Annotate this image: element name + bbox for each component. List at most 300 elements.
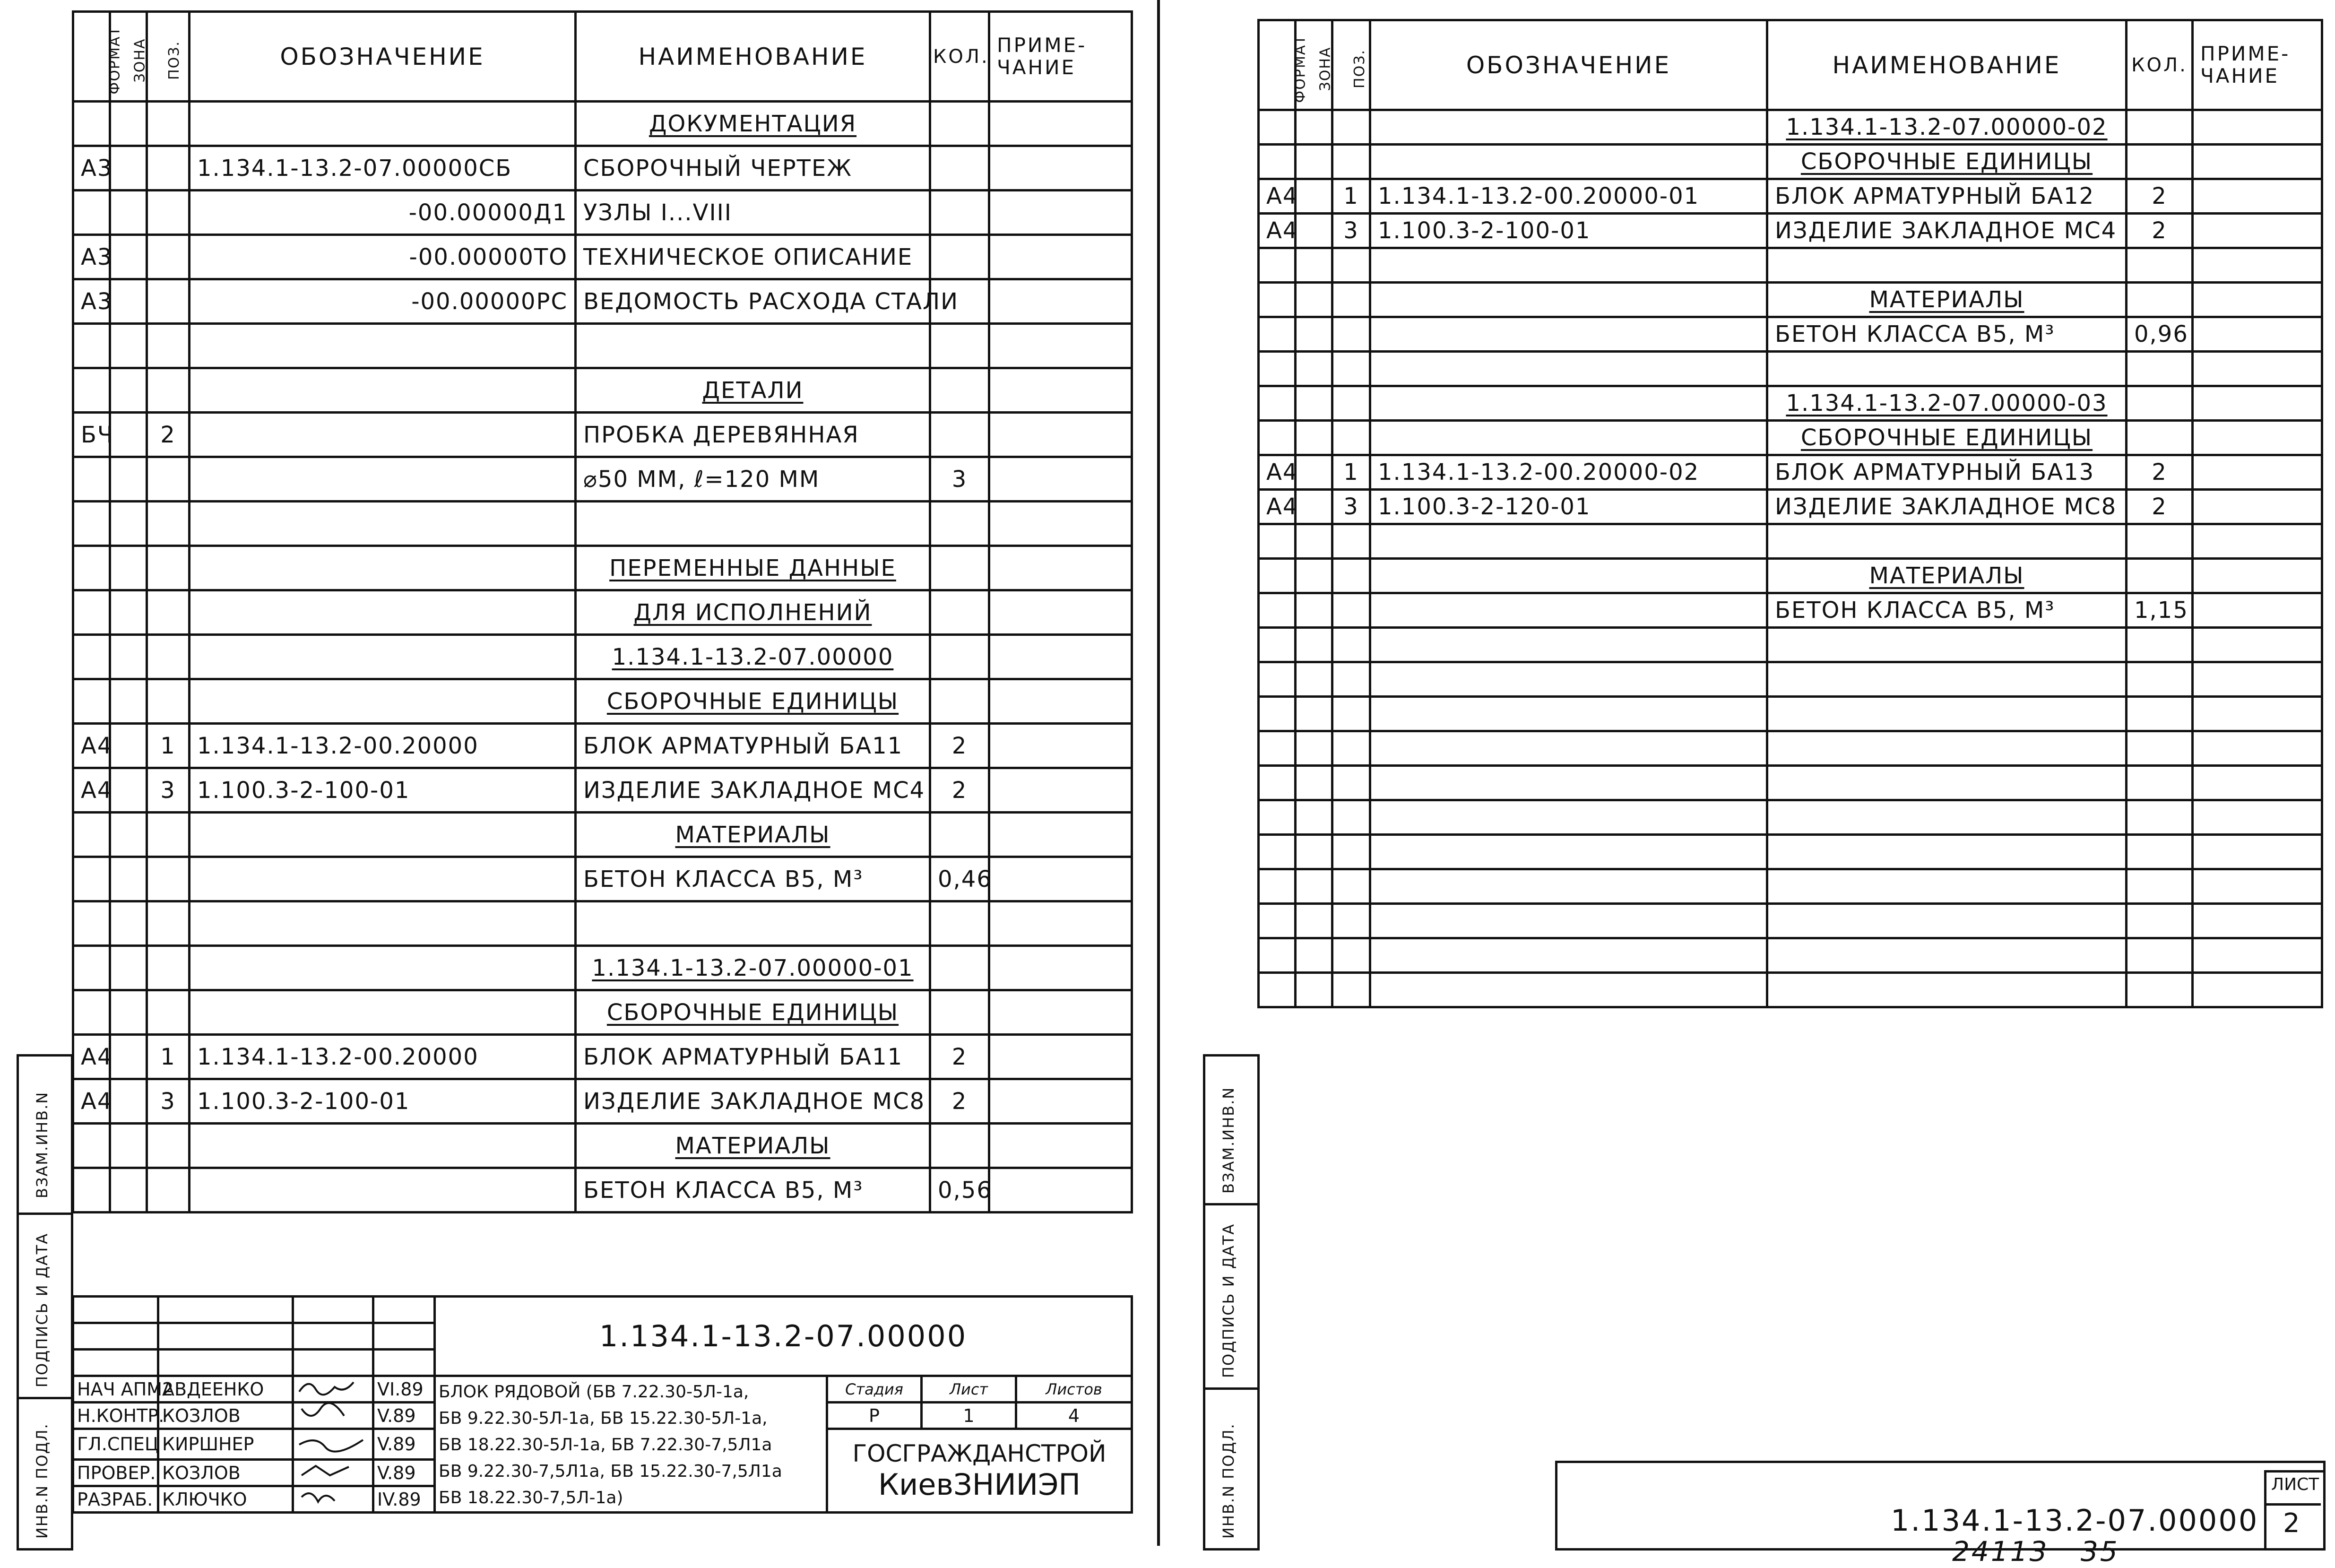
cell-qty xyxy=(930,990,989,1035)
cell-format: А4 xyxy=(1259,179,1296,214)
cell-name: ИЗДЕЛИЕ ЗАКЛАДНОЕ МС8 xyxy=(576,1079,930,1124)
spec-row xyxy=(73,946,1132,990)
cell-note xyxy=(989,857,1132,901)
cell-qty xyxy=(2127,973,2193,1007)
bottom-note: 24113 35 xyxy=(1952,1535,2119,1568)
cell-format xyxy=(73,102,110,146)
cell-zone xyxy=(110,1124,147,1168)
cell-format xyxy=(1259,973,1296,1007)
cell-qty xyxy=(930,368,989,413)
cell-pos xyxy=(147,191,190,235)
cell-designation xyxy=(1370,524,1767,559)
header-format: ФОРМАТ xyxy=(73,12,110,102)
cell-designation xyxy=(190,502,576,546)
title-line-2: БВ 18.22.30-5Л-1а, БВ 7.22.30-7,5Л1а xyxy=(439,1435,772,1455)
cell-note xyxy=(989,1079,1132,1124)
cell-name: МАТЕРИАЛЫ xyxy=(1767,559,2127,593)
cell-name: СБОРОЧНЫЕ ЕДИНИЦЫ xyxy=(1767,421,2127,455)
cell-pos xyxy=(1332,835,1370,869)
cell-pos xyxy=(147,590,190,635)
cell-zone xyxy=(1296,386,1332,421)
cell-pos xyxy=(147,457,190,502)
cell-format xyxy=(1259,386,1296,421)
cell-name xyxy=(1767,697,2127,731)
cell-zone xyxy=(110,279,147,324)
cell-pos xyxy=(1332,766,1370,800)
cell-zone xyxy=(1296,559,1332,593)
cell-qty xyxy=(930,901,989,946)
cell-zone xyxy=(1296,490,1332,524)
cell-designation: 1.100.3-2-100-01 xyxy=(1370,214,1767,248)
spec-row xyxy=(1259,214,2322,248)
cell-name: ПРОБКА ДЕРЕВЯННАЯ xyxy=(576,413,930,457)
cell-designation xyxy=(1370,386,1767,421)
sheets-value: 4 xyxy=(1016,1403,1132,1429)
cell-note xyxy=(989,1168,1132,1213)
cell-designation: 1.100.3-2-120-01 xyxy=(1370,490,1767,524)
cell-format xyxy=(73,590,110,635)
cell-note xyxy=(2193,524,2322,559)
cell-name: 1.134.1-13.2-07.00000-02 xyxy=(1767,110,2127,145)
cell-note xyxy=(2193,352,2322,386)
cell-format xyxy=(1259,317,1296,352)
spec-table-left xyxy=(72,10,1133,1213)
date-4: IV.89 xyxy=(373,1486,435,1513)
title-line-0: БЛОК РЯДОВОЙ (БВ 7.22.30-5Л-1а, xyxy=(439,1382,749,1402)
cell-designation xyxy=(190,368,576,413)
cell-format xyxy=(73,813,110,857)
cell-name: 1.134.1-13.2-07.00000-01 xyxy=(576,946,930,990)
cell-zone xyxy=(110,191,147,235)
side-label-sign-date-r: ПОДПИСЬ И ДАТА xyxy=(1219,1223,1237,1378)
cell-designation xyxy=(190,546,576,590)
cell-format xyxy=(73,546,110,590)
cell-pos xyxy=(147,901,190,946)
cell-qty xyxy=(930,946,989,990)
cell-qty: 2 xyxy=(930,1079,989,1124)
cell-format: А4 xyxy=(73,768,110,813)
spec-row xyxy=(73,1035,1132,1079)
header-designation: ОБОЗНАЧЕНИЕ xyxy=(190,12,576,102)
cell-name: 1.134.1-13.2-07.00000-03 xyxy=(1767,386,2127,421)
org-name-2: КиевЗНИИЭП xyxy=(878,1467,1081,1502)
cell-name: ПЕРЕМЕННЫЕ ДАННЫЕ xyxy=(576,546,930,590)
cell-name xyxy=(1767,352,2127,386)
cell-name xyxy=(1767,731,2127,766)
signature-3 xyxy=(293,1460,373,1486)
cell-name xyxy=(1767,766,2127,800)
side-label-sign-date: ПОДПИСЬ И ДАТА xyxy=(33,1232,51,1387)
cell-zone xyxy=(110,235,147,279)
cell-format xyxy=(1259,869,1296,904)
cell-qty: 0,46 xyxy=(930,857,989,901)
spec-row xyxy=(73,413,1132,457)
cell-name: БЛОК АРМАТУРНЫЙ БА11 xyxy=(576,724,930,768)
cell-name xyxy=(1767,662,2127,697)
spec-row xyxy=(1259,835,2322,869)
cell-qty: 0,56 xyxy=(930,1168,989,1213)
spec-row xyxy=(1259,179,2322,214)
cell-format xyxy=(1259,352,1296,386)
cell-format xyxy=(73,1124,110,1168)
cell-designation: 1.100.3-2-100-01 xyxy=(190,1079,576,1124)
cell-designation xyxy=(1370,248,1767,283)
cell-qty xyxy=(930,590,989,635)
spec-row xyxy=(73,724,1132,768)
cell-qty xyxy=(2127,766,2193,800)
cell-pos xyxy=(147,813,190,857)
cell-zone xyxy=(1296,317,1332,352)
cell-name: ИЗДЕЛИЕ ЗАКЛАДНОЕ МС4 xyxy=(1767,214,2127,248)
cell-designation xyxy=(190,635,576,679)
cell-qty: 2 xyxy=(930,724,989,768)
cell-note xyxy=(2193,145,2322,179)
cell-name xyxy=(1767,524,2127,559)
cell-name: БЕТОН КЛАССА В5, М³ xyxy=(576,1168,930,1213)
spec-row xyxy=(1259,283,2322,317)
cell-qty xyxy=(2127,283,2193,317)
cell-note xyxy=(989,590,1132,635)
cell-name: БЛОК АРМАТУРНЫЙ БА13 xyxy=(1767,455,2127,490)
spec-row xyxy=(1259,421,2322,455)
cell-designation xyxy=(1370,904,1767,938)
cell-zone xyxy=(1296,145,1332,179)
spec-row xyxy=(1259,524,2322,559)
cell-zone xyxy=(1296,938,1332,973)
cell-note xyxy=(989,324,1132,368)
side-label-replace-inv: ВЗАМ.ИНВ.N xyxy=(33,1091,51,1198)
cell-note xyxy=(989,679,1132,724)
cell-format xyxy=(1259,283,1296,317)
cell-zone xyxy=(110,1035,147,1079)
cell-designation xyxy=(1370,352,1767,386)
cell-pos: 1 xyxy=(1332,179,1370,214)
cell-zone xyxy=(110,1079,147,1124)
header-name-r: НАИМЕНОВАНИЕ xyxy=(1767,20,2127,110)
spec-row xyxy=(1259,662,2322,697)
cell-format xyxy=(1259,766,1296,800)
cell-qty xyxy=(2127,110,2193,145)
spec-row xyxy=(73,191,1132,235)
cell-qty xyxy=(930,324,989,368)
spec-row xyxy=(73,1124,1132,1168)
cell-designation xyxy=(190,324,576,368)
cell-note xyxy=(989,946,1132,990)
cell-qty: 2 xyxy=(930,768,989,813)
cell-note xyxy=(989,635,1132,679)
cell-note xyxy=(989,102,1132,146)
cell-zone xyxy=(1296,421,1332,455)
cell-pos xyxy=(147,324,190,368)
date-2: V.89 xyxy=(373,1429,435,1460)
cell-zone xyxy=(110,724,147,768)
cell-pos xyxy=(147,1168,190,1213)
cell-designation xyxy=(1370,145,1767,179)
cell-designation: 1.134.1-13.2-00.20000 xyxy=(190,724,576,768)
cell-pos xyxy=(1332,248,1370,283)
role-3: ПРОВЕР. xyxy=(73,1460,158,1486)
sheet-label: Лист xyxy=(922,1376,1016,1403)
cell-note xyxy=(2193,317,2322,352)
cell-zone xyxy=(1296,352,1332,386)
cell-zone xyxy=(110,457,147,502)
cell-name xyxy=(1767,800,2127,835)
header-pos: ПОЗ. xyxy=(147,12,190,102)
cell-note xyxy=(2193,731,2322,766)
cell-format xyxy=(73,946,110,990)
cell-name xyxy=(576,502,930,546)
cell-note xyxy=(989,724,1132,768)
cell-pos xyxy=(147,502,190,546)
cell-name xyxy=(1767,628,2127,662)
cell-zone xyxy=(110,590,147,635)
cell-designation xyxy=(190,1168,576,1213)
name-2: КИРШНЕР xyxy=(158,1429,293,1460)
cell-format xyxy=(73,679,110,724)
cell-designation xyxy=(1370,110,1767,145)
cell-designation: 1.134.1-13.2-00.20000 xyxy=(190,1035,576,1079)
cell-designation xyxy=(1370,766,1767,800)
cell-designation xyxy=(1370,662,1767,697)
cell-zone xyxy=(1296,179,1332,214)
cell-format xyxy=(1259,731,1296,766)
cell-qty xyxy=(2127,731,2193,766)
cell-format xyxy=(1259,628,1296,662)
name-1: КОЗЛОВ xyxy=(158,1403,293,1429)
cell-format xyxy=(1259,421,1296,455)
cell-designation xyxy=(1370,697,1767,731)
cell-zone xyxy=(110,813,147,857)
spec-table-right xyxy=(1257,19,2323,1008)
cell-format: А4 xyxy=(73,1079,110,1124)
cell-note xyxy=(2193,593,2322,628)
name-0: АВДЕЕНКО xyxy=(158,1376,293,1403)
cell-qty xyxy=(930,813,989,857)
cell-format xyxy=(1259,662,1296,697)
role-2: ГЛ.СПЕЦ xyxy=(73,1429,158,1460)
cell-pos xyxy=(147,857,190,901)
spec-row xyxy=(73,679,1132,724)
cell-qty xyxy=(2127,352,2193,386)
sheet-divider xyxy=(1157,0,1160,1546)
cell-note xyxy=(989,368,1132,413)
header-format-r: ФОРМАТ xyxy=(1259,20,1296,110)
cell-designation: -00.00000ТО xyxy=(190,235,576,279)
cell-pos xyxy=(1332,283,1370,317)
cell-pos xyxy=(147,102,190,146)
cell-pos: 2 xyxy=(147,413,190,457)
cell-note xyxy=(2193,800,2322,835)
cell-designation xyxy=(190,679,576,724)
cell-format: А4 xyxy=(1259,455,1296,490)
spec-row xyxy=(1259,248,2322,283)
cell-pos xyxy=(1332,386,1370,421)
cell-format xyxy=(73,901,110,946)
sheet-2 xyxy=(1191,0,2335,1546)
cell-designation xyxy=(190,990,576,1035)
signature-4 xyxy=(293,1486,373,1513)
cell-format xyxy=(1259,524,1296,559)
spec-row xyxy=(73,102,1132,146)
cell-pos xyxy=(1332,697,1370,731)
cell-qty xyxy=(930,546,989,590)
cell-note xyxy=(989,1035,1132,1079)
cell-designation xyxy=(190,1124,576,1168)
cell-qty xyxy=(2127,904,2193,938)
cell-designation: 1.134.1-13.2-00.20000-01 xyxy=(1370,179,1767,214)
spec-row xyxy=(73,1079,1132,1124)
cell-note xyxy=(2193,283,2322,317)
cell-name: БЕТОН КЛАССА В5, М³ xyxy=(576,857,930,901)
sheets-label: Листов xyxy=(1016,1376,1132,1403)
spec-row xyxy=(1259,938,2322,973)
cell-zone xyxy=(1296,662,1332,697)
cell-zone xyxy=(1296,248,1332,283)
cell-pos xyxy=(147,279,190,324)
cell-name: УЗЛЫ I...VIII xyxy=(576,191,930,235)
doc-code-right: 1.134.1-13.2-07.00000 xyxy=(1891,1503,2259,1538)
cell-designation: 1.134.1-13.2-00.20000-02 xyxy=(1370,455,1767,490)
date-3: V.89 xyxy=(373,1460,435,1486)
cell-name xyxy=(576,901,930,946)
cell-format xyxy=(1259,904,1296,938)
cell-note xyxy=(989,279,1132,324)
cell-format xyxy=(73,990,110,1035)
cell-zone xyxy=(110,502,147,546)
role-0: НАЧ АПМ2 xyxy=(73,1376,158,1403)
cell-zone xyxy=(110,1168,147,1213)
cell-qty: 0,96 xyxy=(2127,317,2193,352)
cell-name xyxy=(576,324,930,368)
side-label-inv-orig-r: ИНВ.N ПОДЛ. xyxy=(1219,1423,1237,1539)
side-label-replace-inv-r: ВЗАМ.ИНВ.N xyxy=(1219,1086,1237,1194)
cell-pos xyxy=(147,946,190,990)
cell-name: ⌀50 ММ, ℓ=120 ММ xyxy=(576,457,930,502)
cell-note xyxy=(2193,421,2322,455)
header-name: НАИМЕНОВАНИЕ xyxy=(576,12,930,102)
cell-zone xyxy=(1296,973,1332,1007)
cell-name: СБОРОЧНЫЕ ЕДИНИЦЫ xyxy=(576,679,930,724)
cell-designation: 1.134.1-13.2-07.00000СБ xyxy=(190,146,576,191)
cell-format xyxy=(73,457,110,502)
cell-zone xyxy=(1296,731,1332,766)
spec-row xyxy=(1259,559,2322,593)
spec-row xyxy=(1259,352,2322,386)
spec-row xyxy=(73,590,1132,635)
title-line-4: БВ 18.22.30-7,5Л-1а) xyxy=(439,1488,623,1507)
cell-note xyxy=(989,146,1132,191)
header-note: ПРИМЕ-ЧАНИЕ xyxy=(989,12,1132,102)
header-pos-r: ПОЗ. xyxy=(1332,20,1370,110)
cell-qty xyxy=(2127,938,2193,973)
spec-row xyxy=(73,235,1132,279)
cell-qty xyxy=(2127,800,2193,835)
cell-zone xyxy=(110,857,147,901)
cell-qty xyxy=(2127,248,2193,283)
cell-note xyxy=(989,546,1132,590)
cell-name: ИЗДЕЛИЕ ЗАКЛАДНОЕ МС8 xyxy=(1767,490,2127,524)
cell-zone xyxy=(1296,766,1332,800)
stage-value: Р xyxy=(827,1403,922,1429)
cell-designation xyxy=(1370,973,1767,1007)
cell-qty xyxy=(930,235,989,279)
cell-format xyxy=(1259,835,1296,869)
cell-pos: 1 xyxy=(147,1035,190,1079)
cell-name: ДОКУМЕНТАЦИЯ xyxy=(576,102,930,146)
cell-name xyxy=(1767,869,2127,904)
cell-format xyxy=(73,324,110,368)
header-qty-r: КОЛ. xyxy=(2127,20,2193,110)
cell-qty xyxy=(2127,697,2193,731)
cell-note xyxy=(2193,214,2322,248)
spec-row xyxy=(73,502,1132,546)
cell-qty xyxy=(2127,869,2193,904)
cell-format xyxy=(73,1168,110,1213)
spec-row xyxy=(1259,766,2322,800)
cell-qty xyxy=(930,413,989,457)
signature-2 xyxy=(293,1429,373,1460)
cell-pos xyxy=(147,1124,190,1168)
cell-zone xyxy=(110,368,147,413)
signature-0 xyxy=(293,1376,373,1403)
cell-pos xyxy=(1332,593,1370,628)
name-3: КОЗЛОВ xyxy=(158,1460,293,1486)
cell-pos xyxy=(1332,145,1370,179)
cell-designation: 1.100.3-2-100-01 xyxy=(190,768,576,813)
spec-body-right xyxy=(1259,110,2322,1007)
date-0: VI.89 xyxy=(373,1376,435,1403)
spec-row xyxy=(1259,904,2322,938)
spec-row xyxy=(1259,697,2322,731)
cell-designation xyxy=(1370,628,1767,662)
spec-row xyxy=(73,990,1132,1035)
cell-zone xyxy=(1296,283,1332,317)
cell-note xyxy=(2193,869,2322,904)
cell-designation xyxy=(1370,559,1767,593)
cell-zone xyxy=(1296,800,1332,835)
cell-qty xyxy=(2127,386,2193,421)
cell-designation xyxy=(190,413,576,457)
cell-zone xyxy=(110,768,147,813)
cell-pos xyxy=(147,235,190,279)
header-note-r: ПРИМЕ-ЧАНИЕ xyxy=(2193,20,2322,110)
cell-pos xyxy=(1332,352,1370,386)
cell-name: БЛОК АРМАТУРНЫЙ БА12 xyxy=(1767,179,2127,214)
cell-qty xyxy=(930,146,989,191)
cell-pos xyxy=(147,990,190,1035)
cell-zone xyxy=(110,901,147,946)
side-strip-right xyxy=(1203,1054,1260,1551)
spec-row xyxy=(73,857,1132,901)
cell-zone xyxy=(1296,869,1332,904)
cell-note xyxy=(2193,904,2322,938)
cell-name: БЛОК АРМАТУРНЫЙ БА11 xyxy=(576,1035,930,1079)
spec-row xyxy=(1259,490,2322,524)
cell-format: А4 xyxy=(1259,490,1296,524)
cell-zone xyxy=(110,635,147,679)
spec-row xyxy=(1259,386,2322,421)
cell-note xyxy=(989,413,1132,457)
cell-format xyxy=(1259,559,1296,593)
cell-note xyxy=(2193,110,2322,145)
cell-designation xyxy=(1370,938,1767,973)
cell-format xyxy=(1259,145,1296,179)
header-zone-r: ЗОНА xyxy=(1296,20,1332,110)
cell-pos xyxy=(1332,662,1370,697)
cell-note xyxy=(989,191,1132,235)
cell-format xyxy=(73,368,110,413)
cell-name: СБОРОЧНЫЕ ЕДИНИЦЫ xyxy=(576,990,930,1035)
